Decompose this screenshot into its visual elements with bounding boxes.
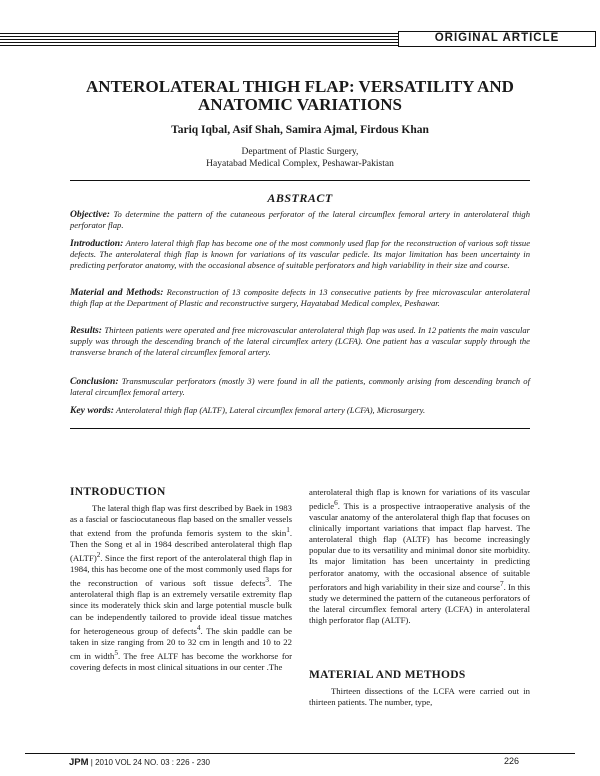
- citation-text: 2010 VOL 24 NO. 03 : 226 - 230: [95, 758, 210, 767]
- affiliation-line-1: Department of Plastic Surgery,: [241, 147, 359, 157]
- methods-heading: MATERIAL AND METHODS: [309, 669, 466, 681]
- introduction-text: Antero lateral thigh flap has become one of the most commonly used flap for the reconstruction of various soft tissue defects. The anterolateral thigh flap is known for variations of its vascular pedicle. Its major limitation has been uncertainty in predicting perforator anatomy, with the occasional absence of suitable perforators and high variability in their size and course.: [70, 238, 531, 270]
- citation-ref: 1: [286, 526, 290, 535]
- citation-ref: 4: [196, 623, 201, 632]
- keywords-text: Anterolateral thigh flap (ALTF), Lateral circumflex femoral artery (LCFA), Microsurgery.: [115, 405, 426, 415]
- title-line-2: ANATOMIC VARIATIONS: [198, 95, 402, 114]
- conclusion-text: Transmuscular perforators (mostly 3) were found in all the patients, commonly arising from descending branch of lateral circumflex femoral artery.: [70, 376, 530, 397]
- right-intro-paragraph: anterolateral thigh flap is known for variations of its vascular pedicle$^6$. This is a prospective intraoperative analysis of the vascular anatomy of the anterolateral thigh flap that focuses on clinically important variations that impact flap harvest. The anterolateral thigh flap (ALTF) has become increasingly popular due to its versatility and minimal donor site morbidity. Its major limitation has been uncertainty in predicting perforator anatomy, with the occasional absence of suitable perforators and high variability in their size and course$^7$. In this study we determined the pattern of the cutaneous perforators of the lateral circumflex femoral artery (LCFA) in anterolateral thigh perforator flap (ALTF).: [309, 487, 530, 625]
- keywords: [70, 405, 530, 416]
- results-text: Thirteen patients were operated and free microvascular anterolateral thigh flap was used. In 12 patients the main vascular supply was through the descending branch of the lateral circumflex artery (LCFA). One patient has a vascular supply through the transverse branch of the lateral circumflex femoral artery.: [70, 325, 530, 357]
- citation-ref: 3: [265, 576, 269, 585]
- methods-paragraph: Thirteen dissections of the LCFA were carried out in thirteen patients. The number, type,: [309, 686, 530, 708]
- objective-label: Objective:: [70, 209, 110, 220]
- keywords-label: Key words:: [70, 405, 114, 416]
- results-label: Results:: [70, 325, 102, 336]
- section-tag: ORIGINAL ARTICLE: [398, 31, 596, 47]
- citation-ref: 2: [96, 551, 101, 560]
- methods-text: Reconstruction of 13 composite defects in 13 consecutive patients by free microvascular anterolateral thigh flap at the Department of Plastic and reconstructive surgery, Hayatabad Medical complex, Peshawar.: [70, 287, 530, 308]
- title-line-1: ANTEROLATERAL THIGH FLAP: VERSATILITY AND: [86, 77, 514, 96]
- footer-citation: [69, 757, 210, 768]
- authors: Tariq Iqbal, Asif Shah, Samira Ajmal, Firdous Khan: [171, 124, 429, 136]
- abstract-introduction: [70, 238, 530, 271]
- intro-paragraph: The lateral thigh flap was first described by Baek in 1983 as a fascial or fasciocutaneous flap based on the smaller vessels that extend from the profunda femoris system to the skin$^1$. Then the Song et al in 1984 described anterolateral thigh flap (ALTF)$^2$. Since the first report of the anterolateral thigh flap in 1984, this has become one of the most commonly used flaps for the reconstruction of various soft tissue defects$^3$. The anterolateral thigh flap is an extremely versatile extremity flap since its moderately thick skin and large potential muscle bulk can be independently tailored to provide ideal tissue matches for heterogeneous group of defects$^4$. The skin paddle can be taken in size ranging from 20 to 32 cm in length and 10 to 22 cm in width$^5$. The free ALTF has become the workhorse for covering defects in most clinical situations in our center .The: [70, 503, 292, 672]
- citation-ref: 6: [334, 499, 338, 508]
- abstract-methods: [70, 287, 530, 309]
- objective-text: To determine the pattern of the cutaneous perforator of the lateral circumflex femoral artery in anterolateral thigh perforator flap.: [70, 209, 530, 230]
- left-column-text: [70, 503, 292, 673]
- methods-label: Material and Methods:: [70, 287, 164, 298]
- affiliation: [60, 147, 540, 170]
- conclusion-label: Conclusion:: [70, 376, 119, 387]
- abstract-top-rule: [70, 180, 530, 181]
- header-rule-band: [0, 33, 398, 47]
- abstract-conclusion: [70, 376, 530, 398]
- journal-abbrev: JPM: [69, 757, 89, 768]
- footer-rule: [25, 753, 575, 754]
- affiliation-line-2: Hayatabad Medical Complex, Peshawar-Pakistan: [206, 158, 394, 169]
- right-column-text: [309, 487, 530, 626]
- introduction-heading: INTRODUCTION: [70, 486, 166, 498]
- abstract-objective: [70, 209, 530, 231]
- page-number: 226: [504, 756, 520, 766]
- abstract-bottom-rule: [70, 428, 530, 429]
- footer-separator: |: [90, 758, 93, 767]
- citation-ref: 7: [499, 579, 504, 588]
- abstract-heading: ABSTRACT: [267, 191, 333, 205]
- abstract-results: [70, 325, 530, 358]
- article-title: [60, 78, 540, 114]
- citation-ref: 5: [114, 648, 118, 657]
- methods-column-text: [309, 686, 530, 708]
- introduction-label: Introduction:: [70, 238, 124, 249]
